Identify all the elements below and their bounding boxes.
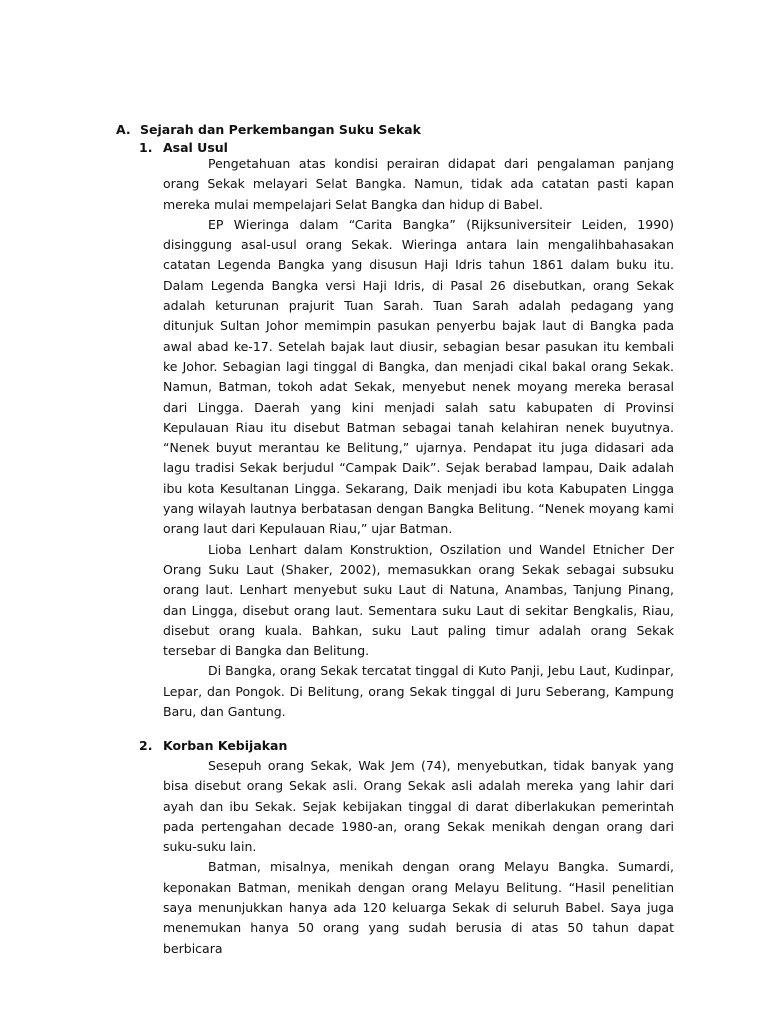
subsection-marker: 1. — [139, 140, 153, 155]
subsection-body-asal-usul — [163, 154, 674, 722]
subsection-title: Asal Usul — [163, 140, 228, 155]
paragraph: Di Bangka, orang Sekak tercatat tinggal di Kuto Panji, Jebu Laut, Kudinpar, Lepar, dan Pongok. Di Belitung, orang Sekak tinggal di Juru Seberang, Kampung Baru, dan Gantung. — [163, 663, 674, 720]
paragraph: EP Wieringa dalam “Carita Bangka” (Rijksuniversiteir Leiden, 1990) disinggung asal-usul orang Sekak. Wieringa antara lain mengalihbahasakan catatan Legenda Bangka yang disusun Haji Idris tahun 1861 dalam buku itu. Dalam Legenda Bangka versi Haji Idris, di Pasal 26 disebutkan, orang Sekak adalah keturunan prajurit Tuan Sarah. Tuan Sarah adalah pedagang yang ditunjuk Sultan Johor memimpin pasukan penyerbu bajak laut di Bangka pada awal abad ke-17. Setelah bajak laut diusir, sebagian besar pasukan itu kembali ke Johor. Sebagian lagi tinggal di Bangka, dan menjadi cikal bakal orang Sekak. Namun, Batman, tokoh adat Sekak, menyebut nenek moyang mereka berasal dari Lingga. Daerah yang kini menjadi salah satu kabupaten di Provinsi Kepulauan Riau itu disebut Batman sebagai tanah kelahiran nenek buyutnya. “Nenek buyut merantau ke Belitung,” ujarnya. Pendapat itu juga didasari ada lagu tradisi Sekak berjudul “Campak Daik”. Sejak berabad lampau, Daik adalah ibu kota Kesultanan Lingga. Sekarang, Daik menjadi ibu kota Kabupaten Lingga yang wilayah lautnya berbatasan dengan Bangka Belitung. “Nenek moyang kami orang laut dari Kepulauan Riau,” ujar Batman. — [163, 216, 674, 537]
paragraph: Lioba Lenhart dalam Konstruktion, Oszilation und Wandel Etnicher Der Orang Suku Laut (Shaker, 2002), memasukkan orang Sekak sebagai subsuku orang laut. Lenhart menyebut suku Laut di Natuna, Anambas, Tanjung Pinang, dan Lingga, disebut orang laut. Sementara suku Laut di sekitar Bengkalis, Riau, disebut orang kuala. Bahkan, suku Laut paling timur adalah orang Sekak tersebar di Bangka dan Belitung. — [163, 541, 674, 659]
subsection-body-korban-kebijakan — [163, 756, 674, 959]
section-title: Sejarah dan Perkembangan Suku Sekak — [140, 122, 421, 137]
subsection-title: Korban Kebijakan — [163, 738, 288, 753]
paragraph: Batman, misalnya, menikah dengan orang Melayu Bangka. Sumardi, keponakan Batman, menikah dengan orang Melayu Belitung. “Hasil penelitian saya menunjukkan hanya ada 120 keluarga Sekak di seluruh Babel. Saya juga menemukan hanya 50 orang yang sudah berusia di atas 50 tahun dapat berbicara — [163, 859, 674, 956]
section-marker: A. — [116, 122, 131, 137]
subsection-marker: 2. — [139, 738, 153, 753]
paragraph: Pengetahuan atas kondisi perairan didapat dari pengalaman panjang orang Sekak melayari Selat Bangka. Namun, tidak ada catatan pasti kapan mereka mulai mempelajari Selat Bangka dan hidup di Babel. — [163, 156, 674, 212]
paragraph: Sesepuh orang Sekak, Wak Jem (74), menyebutkan, tidak banyak yang bisa disebut orang Sekak asli. Orang Sekak asli adalah mereka yang lahir dari ayah dan ibu Sekak. Sejak kebijakan tinggal di darat diberlakukan pemerintah pada pertengahan decade 1980-an, orang Sekak menikah dengan orang dari suku-suku lain. — [163, 758, 674, 855]
section-heading — [116, 120, 421, 140]
subsection-heading-korban-kebijakan — [139, 736, 287, 756]
